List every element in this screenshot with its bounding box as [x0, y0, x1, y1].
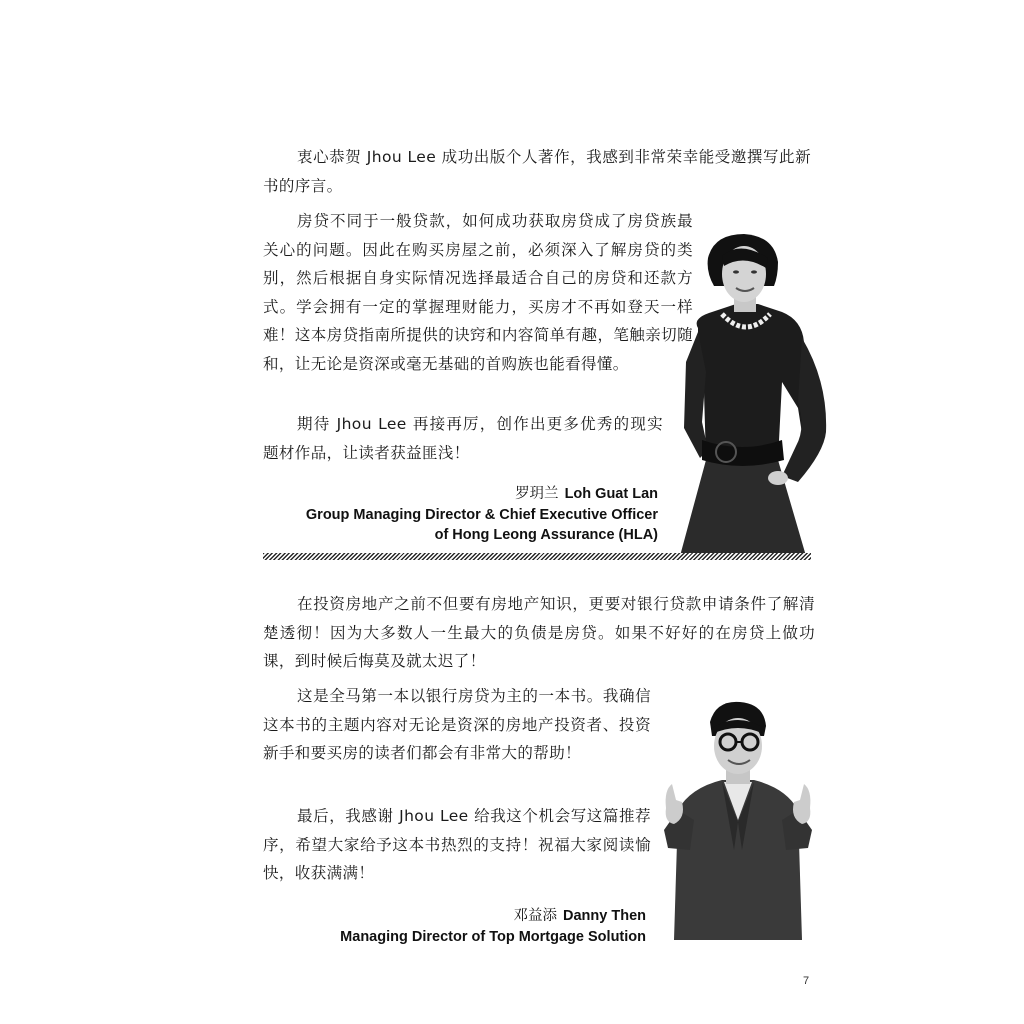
- section-divider: [263, 553, 811, 560]
- foreword-2-paragraph-3: 最后，我感谢 Jhou Lee 给我这个机会写这篇推荐序，希望大家给予这本书热烈的支持！祝福大家阅读愉快，收获满满！: [263, 807, 651, 882]
- foreword-1-paragraph-2: 房贷不同于一般贷款，如何成功获取房贷成了房贷族最关心的问题。因此在购买房屋之前，必须深入了解房贷的类别，然后根据自身实际情况选择最适合自己的房贷和还款方式。学会拥有一定的掌握理财能力，买房才不再如登天一样难！这本房贷指南所提供的诀窍和内容简单有趣，笔触亲切随和，让无论是资深或毫无基础的首购族也能看得懂。: [263, 212, 693, 373]
- signature-name-zh: 罗玥兰: [515, 486, 559, 502]
- portrait-danny-then: [660, 700, 816, 942]
- foreword-2-signature: [340, 906, 646, 947]
- signature-name-en: Danny Then: [563, 908, 646, 924]
- signature-title-line-2: of Hong Leong Assurance (HLA): [434, 527, 658, 543]
- foreword-2-paragraph-2: 这是全马第一本以银行房贷为主的一本书。我确信这本书的主题内容对无论是资深的房地产投资者、投资新手和要买房的读者们都会有非常大的帮助！: [263, 687, 651, 762]
- signature-name-line: [306, 484, 658, 505]
- signature-title-line-1: Group Managing Director & Chief Executive Officer: [305, 506, 658, 523]
- foreword-1-paragraph-3: 期待 Jhou Lee 再接再厉，创作出更多优秀的现实题材作品，让读者获益匪浅！: [263, 415, 663, 462]
- portrait-loh-guat-lan: [678, 232, 830, 558]
- foreword-1-signature: [306, 484, 658, 546]
- foreword-2-paragraph-1: 在投资房地产之前不但要有房地产知识，更要对银行贷款申请条件了解清楚透彻！因为大多数人一生最大的负债是房贷。如果不好好的在房贷上做功课，到时候后悔莫及就太迟了！: [263, 595, 815, 670]
- signature-title-line-1: Managing Director of Top Mortgage Solution: [340, 928, 646, 945]
- signature-name-en: Loh Guat Lan: [564, 486, 658, 502]
- signature-name-zh: 邓益添: [513, 908, 558, 924]
- page-number: 7: [803, 975, 810, 987]
- signature-name-line: [340, 906, 646, 927]
- foreword-1-paragraph-1: 衷心恭贺 Jhou Lee 成功出版个人著作，我感到非常荣幸能受邀撰写此新书的序言。: [263, 148, 811, 195]
